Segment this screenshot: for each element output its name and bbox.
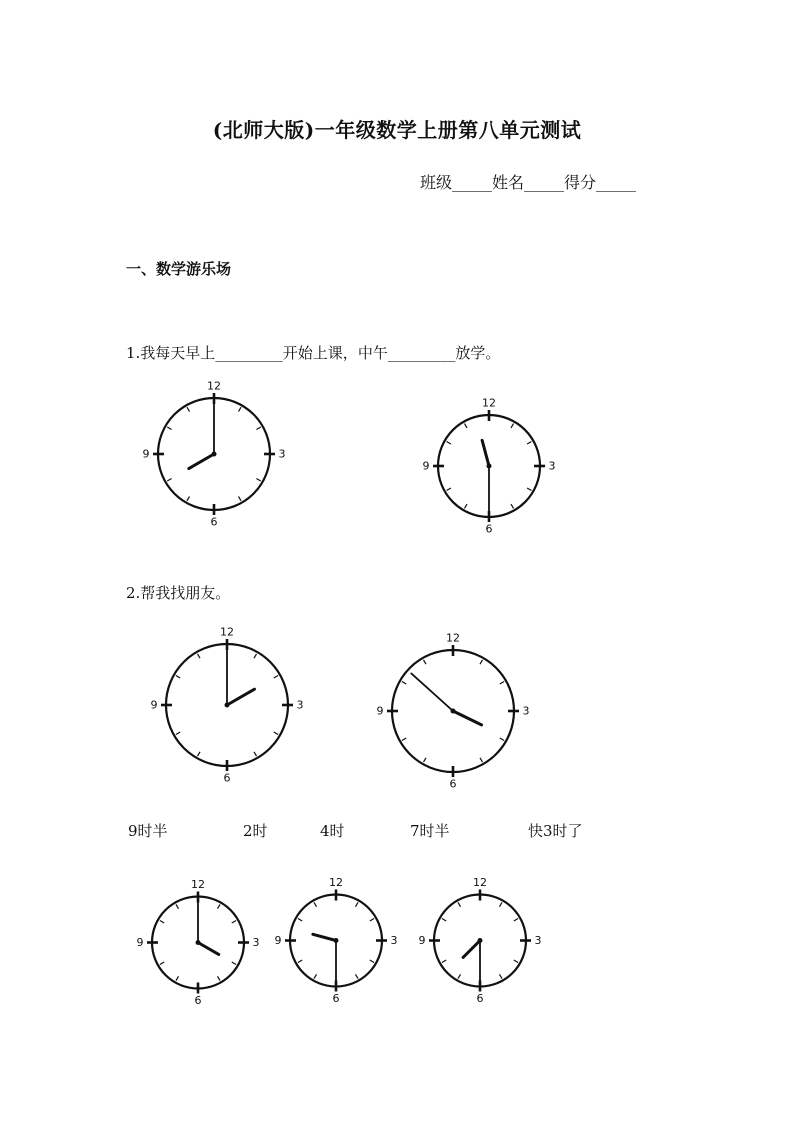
- clock-hub: [212, 452, 217, 457]
- clock-tick: [232, 921, 236, 924]
- time-choice: 4时: [320, 822, 345, 840]
- clock-hub: [451, 709, 456, 714]
- clock-tick: [356, 902, 359, 906]
- clock-tick: [500, 902, 503, 906]
- hour-hand: [313, 934, 336, 940]
- clock-face: [276, 878, 396, 1003]
- clock-face: [424, 396, 554, 536]
- clock-tick: [447, 442, 451, 445]
- clock-number: 9: [376, 704, 384, 718]
- clock-hub: [478, 938, 483, 943]
- clock-tick: [370, 919, 374, 922]
- clock-number: 6: [485, 522, 493, 536]
- clock-number: 12: [220, 625, 234, 639]
- clock-tick: [514, 960, 518, 963]
- clock-hub: [487, 464, 492, 469]
- clock-tick: [274, 676, 278, 679]
- time-choice: 9时半: [128, 822, 168, 840]
- clock-number: 3: [548, 459, 556, 473]
- clock-tick: [402, 682, 406, 685]
- clock-tick: [458, 974, 461, 978]
- clock-tick: [458, 902, 461, 906]
- clock-tick: [176, 732, 180, 735]
- section-heading: 一、数学游乐场: [126, 260, 232, 278]
- clock-number: 12: [329, 876, 343, 889]
- clock-number: 3: [390, 934, 398, 947]
- clock-tick: [232, 962, 236, 965]
- clock-number: 6: [332, 992, 340, 1005]
- clock-hub: [196, 940, 201, 945]
- clock-tick: [314, 902, 317, 906]
- hour-hand: [189, 454, 214, 469]
- time-choice: 7时半: [410, 822, 450, 840]
- clock-number: 6: [223, 771, 231, 785]
- clock-tick: [527, 442, 531, 445]
- clock-tick: [256, 479, 260, 482]
- clock-number: 9: [422, 459, 430, 473]
- clock-tick: [256, 427, 260, 430]
- clock-number: 6: [210, 515, 218, 529]
- clock-tick: [218, 904, 221, 908]
- clock-tick: [160, 921, 164, 924]
- clock-number: 3: [534, 934, 542, 947]
- clock-tick: [198, 654, 201, 658]
- clock-tick: [424, 660, 427, 664]
- clock-tick: [442, 919, 446, 922]
- time-choice: 2时: [243, 822, 268, 840]
- clock-tick: [511, 424, 514, 428]
- question-2-text: 2.帮我找朋友。: [126, 584, 231, 602]
- clock-tick: [314, 974, 317, 978]
- clock-tick: [176, 676, 180, 679]
- clock-tick: [187, 407, 190, 411]
- clock-number: 3: [522, 704, 530, 718]
- minute-hand: [411, 673, 453, 711]
- clock-number: 9: [274, 934, 282, 947]
- clock-number: 3: [296, 698, 304, 712]
- clock-number: 6: [476, 992, 484, 1005]
- clock-number: 12: [473, 876, 487, 889]
- clock-hub: [225, 703, 230, 708]
- clock-tick: [514, 919, 518, 922]
- clock-tick: [254, 654, 257, 658]
- clock-tick: [176, 904, 179, 908]
- hour-hand: [227, 689, 254, 705]
- clock-tick: [500, 682, 504, 685]
- clock-number: 12: [191, 878, 205, 891]
- page-title: (北师大版)一年级数学上册第八单元测试: [212, 118, 582, 142]
- clock-tick: [424, 758, 427, 762]
- clock-hub: [334, 938, 339, 943]
- clock-number: 3: [278, 447, 286, 461]
- clock-tick: [176, 976, 179, 980]
- clock-tick: [187, 496, 190, 500]
- question-1-text: 1.我每天早上_________开始上课，中午_________放学。: [126, 344, 501, 362]
- clock-face: [376, 631, 530, 791]
- clock-number: 9: [136, 936, 144, 949]
- clock-number: 3: [252, 936, 260, 949]
- clock-number: 6: [449, 777, 457, 791]
- clock-number: 6: [194, 994, 202, 1007]
- time-choice: 快3时了: [528, 822, 583, 840]
- hour-hand: [482, 440, 489, 466]
- clock-tick: [298, 919, 302, 922]
- clock-tick: [198, 752, 201, 756]
- clock-tick: [239, 407, 242, 411]
- clock-tick: [274, 732, 278, 735]
- clock-tick: [442, 960, 446, 963]
- hour-hand: [453, 711, 482, 725]
- clock-tick: [465, 504, 468, 508]
- clock-face: [150, 625, 304, 785]
- clock-tick: [239, 496, 242, 500]
- clock-face: [420, 878, 540, 1003]
- clock-tick: [370, 960, 374, 963]
- clock-tick: [480, 758, 483, 762]
- hour-hand: [198, 943, 219, 955]
- clock-tick: [500, 738, 504, 741]
- clock-tick: [447, 488, 451, 491]
- clock-number: 12: [446, 631, 460, 645]
- clock-number: 9: [142, 447, 150, 461]
- clock-tick: [356, 974, 359, 978]
- clock-face: [142, 379, 286, 529]
- clock-tick: [465, 424, 468, 428]
- clock-number: 12: [207, 379, 221, 393]
- clock-tick: [480, 660, 483, 664]
- clock-face: [138, 880, 258, 1005]
- class-name-score-line[interactable]: 班级_____姓名_____得分_____: [420, 173, 637, 192]
- clock-tick: [511, 504, 514, 508]
- clock-number: 9: [418, 934, 426, 947]
- clock-number: 12: [482, 396, 496, 410]
- clock-tick: [167, 427, 171, 430]
- clock-tick: [298, 960, 302, 963]
- hour-hand: [463, 941, 480, 958]
- clock-tick: [167, 479, 171, 482]
- clock-tick: [500, 974, 503, 978]
- clock-tick: [160, 962, 164, 965]
- clock-tick: [254, 752, 257, 756]
- clock-tick: [527, 488, 531, 491]
- clock-tick: [218, 976, 221, 980]
- clock-tick: [402, 738, 406, 741]
- clock-number: 9: [150, 698, 158, 712]
